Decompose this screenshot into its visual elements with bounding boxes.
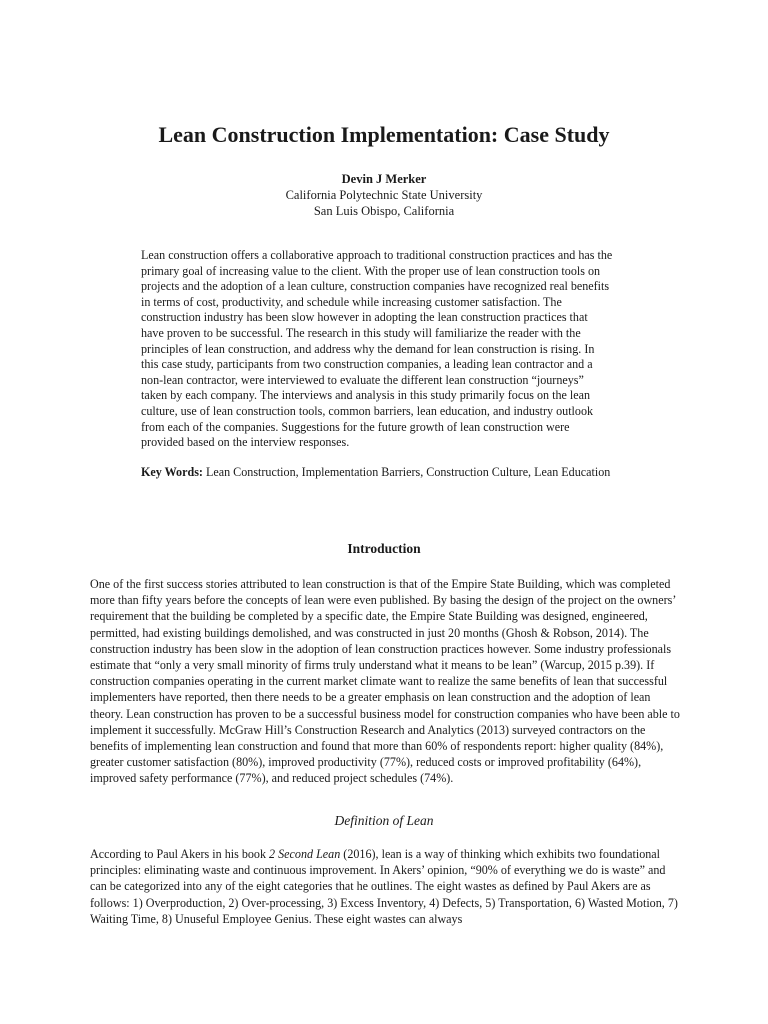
- definition-paragraph: [90, 846, 682, 927]
- author-name: Devin J Merker: [341, 172, 427, 186]
- section-heading-introduction: Introduction: [347, 541, 421, 556]
- subsection-heading-definition: Definition of Lean: [334, 813, 434, 828]
- introduction-paragraph: One of the first success stories attributed to lean construction is that of the Empire State Building, which was completed more than fifty years before the concepts of lean were even published. By basing the design of the project on the owners’ requirement that the building be completed by a specific date, the Empire State Building was designed, engineered, permitted, had existing buildings demolished, and was constructed in just 20 months (Ghosh & Robson, 2014). The construction industry has been slow in the adoption of lean construction practices however. Some industry professionals estimate that “only a very small minority of firms truly understand what it means to be lean” (Warcup, 2015 p.39). If construction companies operating in the current market climate want to realize the same benefits of lean that successful implementers have reported, then there needs to be a greater emphasis on lean construction and the adoption of lean theory. Lean construction has proven to be a successful business model for construction companies who have been able to implement it successfully. McGraw Hill’s Construction Research and Analytics (2013) surveyed contractors on the benefits of implementing lean construction and found that more than 60% of respondents report: higher quality (84%), greater customer satisfaction (80%), improved productivity (77%), reduced costs or improved profitability (64%), improved safety performance (77%), and reduced project schedules (74%).: [90, 577, 680, 786]
- paper-title: Lean Construction Implementation: Case Study: [158, 122, 610, 147]
- affiliation-location: San Luis Obispo, California: [313, 204, 455, 218]
- book-title: 2 Second Lean: [269, 847, 341, 861]
- definition-text-rest: (2016), lean is a way of thinking which exhibits two foundational principles: eliminating waste and continuous improvement. In Akers’ opinion, “90% of everything we do is waste” and can be categorized into any of the eight categories that he outlines. The eight wastes as defined by Paul Akers are as follows: 1) Overproduction, 2) Over-processing, 3) Excess Inventory, 4) Defects, 5) Transportation, 6) Wasted Motion, 7) Waiting Time, 8) Unuseful Employee Genius. These eight wastes can always: [90, 847, 678, 926]
- keywords-list: Lean Construction, Implementation Barriers, Construction Culture, Lean Education: [202, 465, 611, 479]
- definition-text-start: According to Paul Akers in his book: [90, 847, 270, 861]
- keywords-paragraph: [141, 464, 613, 480]
- keywords-label: Key Words:: [141, 465, 203, 479]
- abstract-paragraph: Lean construction offers a collaborative approach to traditional construction practices and has the primary goal of increasing value to the client. With the proper use of lean construction tools on projects and the adoption of a lean culture, construction companies have recognized real benefits in terms of cost, productivity, and schedule while increasing customer satisfaction. The construction industry has been slow however in adopting the lean construction practices that have proven to be successful. The research in this study will familiarize the reader with the principles of lean construction, and address why the demand for lean construction is rising. In this case study, participants from two construction companies, a leading lean contractor and a non-lean contractor, were interviewed to evaluate the different lean construction “journeys” taken by each company. The interviews and analysis in this study primarily focus on the lean culture, use of lean construction tools, common barriers, lean education, and industry outlook from each of the companies. Suggestions for the future growth of lean construction were provided based on the interview responses.: [141, 248, 613, 450]
- affiliation-university: California Polytechnic State University: [285, 188, 483, 202]
